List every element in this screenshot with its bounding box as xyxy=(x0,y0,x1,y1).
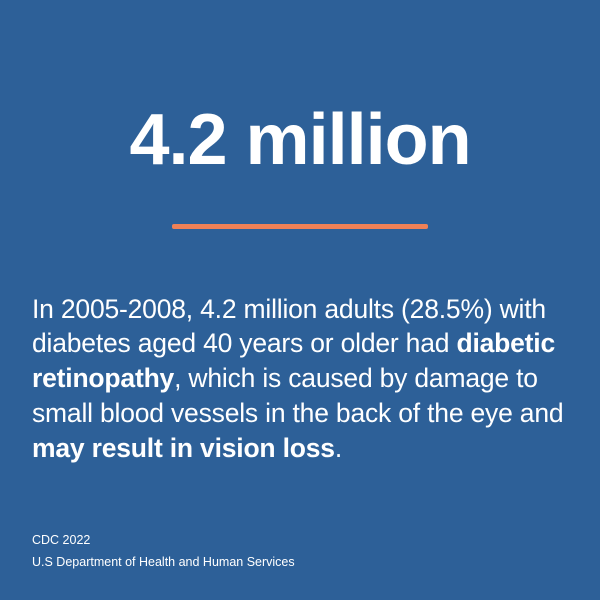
accent-divider xyxy=(172,224,428,229)
footer-agency: U.S Department of Health and Human Services xyxy=(32,555,295,570)
divider-container xyxy=(0,224,600,229)
body-text-run: . xyxy=(334,433,342,464)
headline-container xyxy=(0,100,600,180)
body-container xyxy=(0,265,600,493)
body-text-run: , which is caused by damage to small blood vessels in the back of the eye and xyxy=(32,363,564,429)
headline-statistic: 4.2 million xyxy=(129,100,471,180)
body-emphasis: diabetic retinopathy xyxy=(32,328,556,394)
body-emphasis: may result in vision loss xyxy=(32,433,335,464)
footer-source: CDC 2022 xyxy=(32,533,91,548)
footer xyxy=(32,530,295,574)
body-text-run: In 2005-2008, 4.2 million adults (28.5%) with diabetes aged 40 years or older had xyxy=(32,293,546,359)
body-paragraph xyxy=(32,292,568,467)
